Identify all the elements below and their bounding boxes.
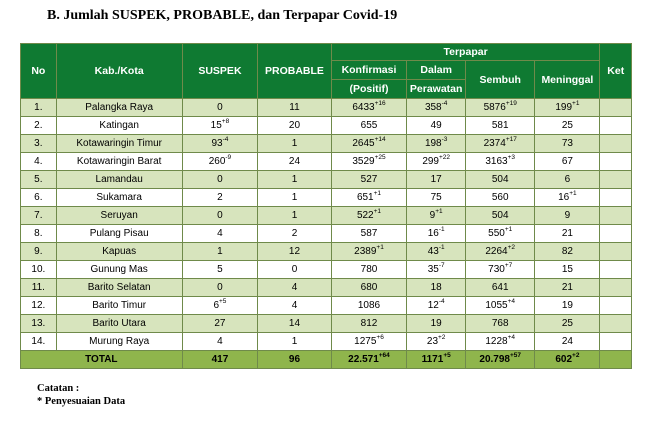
cell-meninggal: 21 xyxy=(535,279,600,297)
table-row xyxy=(21,135,632,153)
cell-dalam-perawatan: $43^{-1}$ xyxy=(407,243,466,261)
cell-probable: 1 xyxy=(258,171,331,189)
cell-probable: 4 xyxy=(258,297,331,315)
cell-kab-kota: Pulang Pisau xyxy=(56,225,182,243)
cell-kab-kota: Katingan xyxy=(56,117,182,135)
header-kab-kota: Kab./Kota xyxy=(56,44,182,99)
page-title: B. Jumlah SUSPEK, PROBABLE, dan Terpapar Covid-19 xyxy=(47,8,398,23)
table-row xyxy=(21,171,632,189)
header-ket: Ket xyxy=(600,44,632,99)
cell-ket xyxy=(600,99,632,117)
cell-sembuh: $730^{+7}$ xyxy=(466,261,535,279)
cell-ket xyxy=(600,243,632,261)
header-suspek: SUSPEK xyxy=(182,44,258,99)
cell-no: 3. xyxy=(21,135,57,153)
table-row xyxy=(21,315,632,333)
header-no: No xyxy=(21,44,57,99)
cell-dalam-perawatan: 18 xyxy=(407,279,466,297)
cell-dalam-perawatan: 19 xyxy=(407,315,466,333)
cell-ket xyxy=(600,153,632,171)
cell-sembuh: $1055^{+4}$ xyxy=(466,297,535,315)
cell-ket xyxy=(600,171,632,189)
cell-suspek: 0 xyxy=(182,279,258,297)
cell-probable: 11 xyxy=(258,99,331,117)
cell-probable: 12 xyxy=(258,243,331,261)
cell-ket xyxy=(600,333,632,351)
cell-meninggal: 21 xyxy=(535,225,600,243)
header-perawatan: Perawatan xyxy=(407,80,466,99)
cell-dalam-perawatan: $16^{-1}$ xyxy=(407,225,466,243)
cell-dalam-perawatan: $23^{+2}$ xyxy=(407,333,466,351)
cell-ket xyxy=(600,207,632,225)
cell-probable: 1 xyxy=(258,207,331,225)
cell-kab-kota: Lamandau xyxy=(56,171,182,189)
cell-ket xyxy=(600,135,632,153)
cell-konfirmasi: 680 xyxy=(331,279,407,297)
cell-kab-kota: Palangka Raya xyxy=(56,99,182,117)
header-konfirmasi: Konfirmasi xyxy=(331,61,407,80)
cell-no: 8. xyxy=(21,225,57,243)
cell-ket xyxy=(600,261,632,279)
notes-item: * Penyesuaian Data xyxy=(37,396,126,407)
notes xyxy=(37,382,125,408)
cell-no: 12. xyxy=(21,297,57,315)
cell-konfirmasi: 527 xyxy=(331,171,407,189)
cell-sembuh: $3163^{+3}$ xyxy=(466,153,535,171)
cell-konfirmasi: $6433^{+16}$ xyxy=(331,99,407,117)
total-row xyxy=(21,351,632,369)
cell-meninggal: 25 xyxy=(535,315,600,333)
cell-kab-kota: Kotawaringin Barat xyxy=(56,153,182,171)
cell-sembuh: $2374^{+17}$ xyxy=(466,135,535,153)
cell-meninggal: $199^{+1}$ xyxy=(535,99,600,117)
cell-no: 9. xyxy=(21,243,57,261)
cell-konfirmasi: $651^{+1}$ xyxy=(331,189,407,207)
table-body xyxy=(21,99,632,351)
cell-suspek: 27 xyxy=(182,315,258,333)
table-footer xyxy=(21,351,632,369)
cell-no: 6. xyxy=(21,189,57,207)
cell-meninggal: 73 xyxy=(535,135,600,153)
cell-no: 14. xyxy=(21,333,57,351)
cell-sembuh: $5876^{+19}$ xyxy=(466,99,535,117)
cell-suspek: 0 xyxy=(182,171,258,189)
cell-meninggal: 6 xyxy=(535,171,600,189)
table-row xyxy=(21,333,632,351)
cell-konfirmasi: 655 xyxy=(331,117,407,135)
cell-kab-kota: Sukamara xyxy=(56,189,182,207)
cell-ket xyxy=(600,189,632,207)
cell-suspek: 4 xyxy=(182,225,258,243)
header-meninggal: Meninggal xyxy=(535,61,600,99)
cell-suspek: 1 xyxy=(182,243,258,261)
cell-meninggal: 24 xyxy=(535,333,600,351)
table-header xyxy=(21,44,632,99)
cell-konfirmasi: $2645^{+14}$ xyxy=(331,135,407,153)
cell-konfirmasi: $1275^{+6}$ xyxy=(331,333,407,351)
cell-konfirmasi: 812 xyxy=(331,315,407,333)
cell-sembuh: 504 xyxy=(466,171,535,189)
cell-no: 7. xyxy=(21,207,57,225)
cell-sembuh: 768 xyxy=(466,315,535,333)
cell-meninggal: 67 xyxy=(535,153,600,171)
covid-table xyxy=(20,43,632,369)
cell-ket xyxy=(600,297,632,315)
table-row xyxy=(21,153,632,171)
cell-kab-kota: Barito Selatan xyxy=(56,279,182,297)
cell-meninggal: 82 xyxy=(535,243,600,261)
cell-dalam-perawatan: $35^{-7}$ xyxy=(407,261,466,279)
cell-suspek: $6^{+5}$ xyxy=(182,297,258,315)
total-probable: 96 xyxy=(258,351,331,369)
cell-kab-kota: Barito Utara xyxy=(56,315,182,333)
cell-no: 4. xyxy=(21,153,57,171)
cell-meninggal: 25 xyxy=(535,117,600,135)
cell-no: 1. xyxy=(21,99,57,117)
total-ket xyxy=(600,351,632,369)
cell-dalam-perawatan: 17 xyxy=(407,171,466,189)
cell-suspek: 2 xyxy=(182,189,258,207)
cell-ket xyxy=(600,315,632,333)
cell-kab-kota: Gunung Mas xyxy=(56,261,182,279)
table-row xyxy=(21,99,632,117)
cell-konfirmasi: $3529^{+25}$ xyxy=(331,153,407,171)
cell-konfirmasi: 587 xyxy=(331,225,407,243)
cell-sembuh: $1228^{+4}$ xyxy=(466,333,535,351)
cell-meninggal: 15 xyxy=(535,261,600,279)
cell-no: 13. xyxy=(21,315,57,333)
total-konfirmasi: $22.571^{+64}$ xyxy=(331,351,407,369)
cell-kab-kota: Kotawaringin Timur xyxy=(56,135,182,153)
cell-sembuh: 581 xyxy=(466,117,535,135)
total-label: TOTAL xyxy=(21,351,183,369)
cell-meninggal: 19 xyxy=(535,297,600,315)
header-dalam: Dalam xyxy=(407,61,466,80)
cell-suspek: $15^{+8}$ xyxy=(182,117,258,135)
table-row xyxy=(21,279,632,297)
cell-kab-kota: Kapuas xyxy=(56,243,182,261)
cell-no: 5. xyxy=(21,171,57,189)
cell-sembuh: 560 xyxy=(466,189,535,207)
table-row xyxy=(21,117,632,135)
cell-dalam-perawatan: 75 xyxy=(407,189,466,207)
cell-no: 11. xyxy=(21,279,57,297)
cell-dalam-perawatan: $12^{-4}$ xyxy=(407,297,466,315)
cell-dalam-perawatan: $198^{-3}$ xyxy=(407,135,466,153)
header-terpapar: Terpapar xyxy=(331,44,600,61)
cell-dalam-perawatan: $358^{-4}$ xyxy=(407,99,466,117)
table-row xyxy=(21,207,632,225)
table-row xyxy=(21,261,632,279)
cell-suspek: 4 xyxy=(182,333,258,351)
cell-kab-kota: Barito Timur xyxy=(56,297,182,315)
cell-ket xyxy=(600,117,632,135)
cell-probable: 4 xyxy=(258,279,331,297)
cell-no: 2. xyxy=(21,117,57,135)
cell-probable: 0 xyxy=(258,261,331,279)
cell-dalam-perawatan: $9^{+1}$ xyxy=(407,207,466,225)
cell-suspek: 0 xyxy=(182,99,258,117)
cell-dalam-perawatan: 49 xyxy=(407,117,466,135)
cell-probable: 24 xyxy=(258,153,331,171)
cell-meninggal: 9 xyxy=(535,207,600,225)
cell-suspek: $93^{-4}$ xyxy=(182,135,258,153)
cell-suspek: 5 xyxy=(182,261,258,279)
cell-probable: 14 xyxy=(258,315,331,333)
table-row xyxy=(21,189,632,207)
notes-heading: Catatan : xyxy=(37,383,80,394)
cell-sembuh: $550^{+1}$ xyxy=(466,225,535,243)
total-suspek: 417 xyxy=(182,351,258,369)
cell-sembuh: $2264^{+2}$ xyxy=(466,243,535,261)
cell-ket xyxy=(600,225,632,243)
table-row xyxy=(21,297,632,315)
cell-dalam-perawatan: $299^{+22}$ xyxy=(407,153,466,171)
cell-konfirmasi: 1086 xyxy=(331,297,407,315)
cell-no: 10. xyxy=(21,261,57,279)
cell-probable: 1 xyxy=(258,333,331,351)
cell-probable: 1 xyxy=(258,135,331,153)
header-positif: (Positif) xyxy=(331,80,407,99)
total-meninggal: $602^{+2}$ xyxy=(535,351,600,369)
cell-meninggal: $16^{+1}$ xyxy=(535,189,600,207)
header-probable: PROBABLE xyxy=(258,44,331,99)
cell-konfirmasi: 780 xyxy=(331,261,407,279)
cell-sembuh: 504 xyxy=(466,207,535,225)
cell-kab-kota: Murung Raya xyxy=(56,333,182,351)
cell-probable: 20 xyxy=(258,117,331,135)
cell-suspek: $260^{-9}$ xyxy=(182,153,258,171)
cell-kab-kota: Seruyan xyxy=(56,207,182,225)
cell-suspek: 0 xyxy=(182,207,258,225)
cell-konfirmasi: $522^{+1}$ xyxy=(331,207,407,225)
cell-probable: 2 xyxy=(258,225,331,243)
cell-sembuh: 641 xyxy=(466,279,535,297)
cell-ket xyxy=(600,279,632,297)
table-row xyxy=(21,225,632,243)
cell-konfirmasi: $2389^{+1}$ xyxy=(331,243,407,261)
total-sembuh: $20.798^{+57}$ xyxy=(466,351,535,369)
cell-probable: 1 xyxy=(258,189,331,207)
header-sembuh: Sembuh xyxy=(466,61,535,99)
total-dalam-perawatan: $1171^{+5}$ xyxy=(407,351,466,369)
table-row xyxy=(21,243,632,261)
